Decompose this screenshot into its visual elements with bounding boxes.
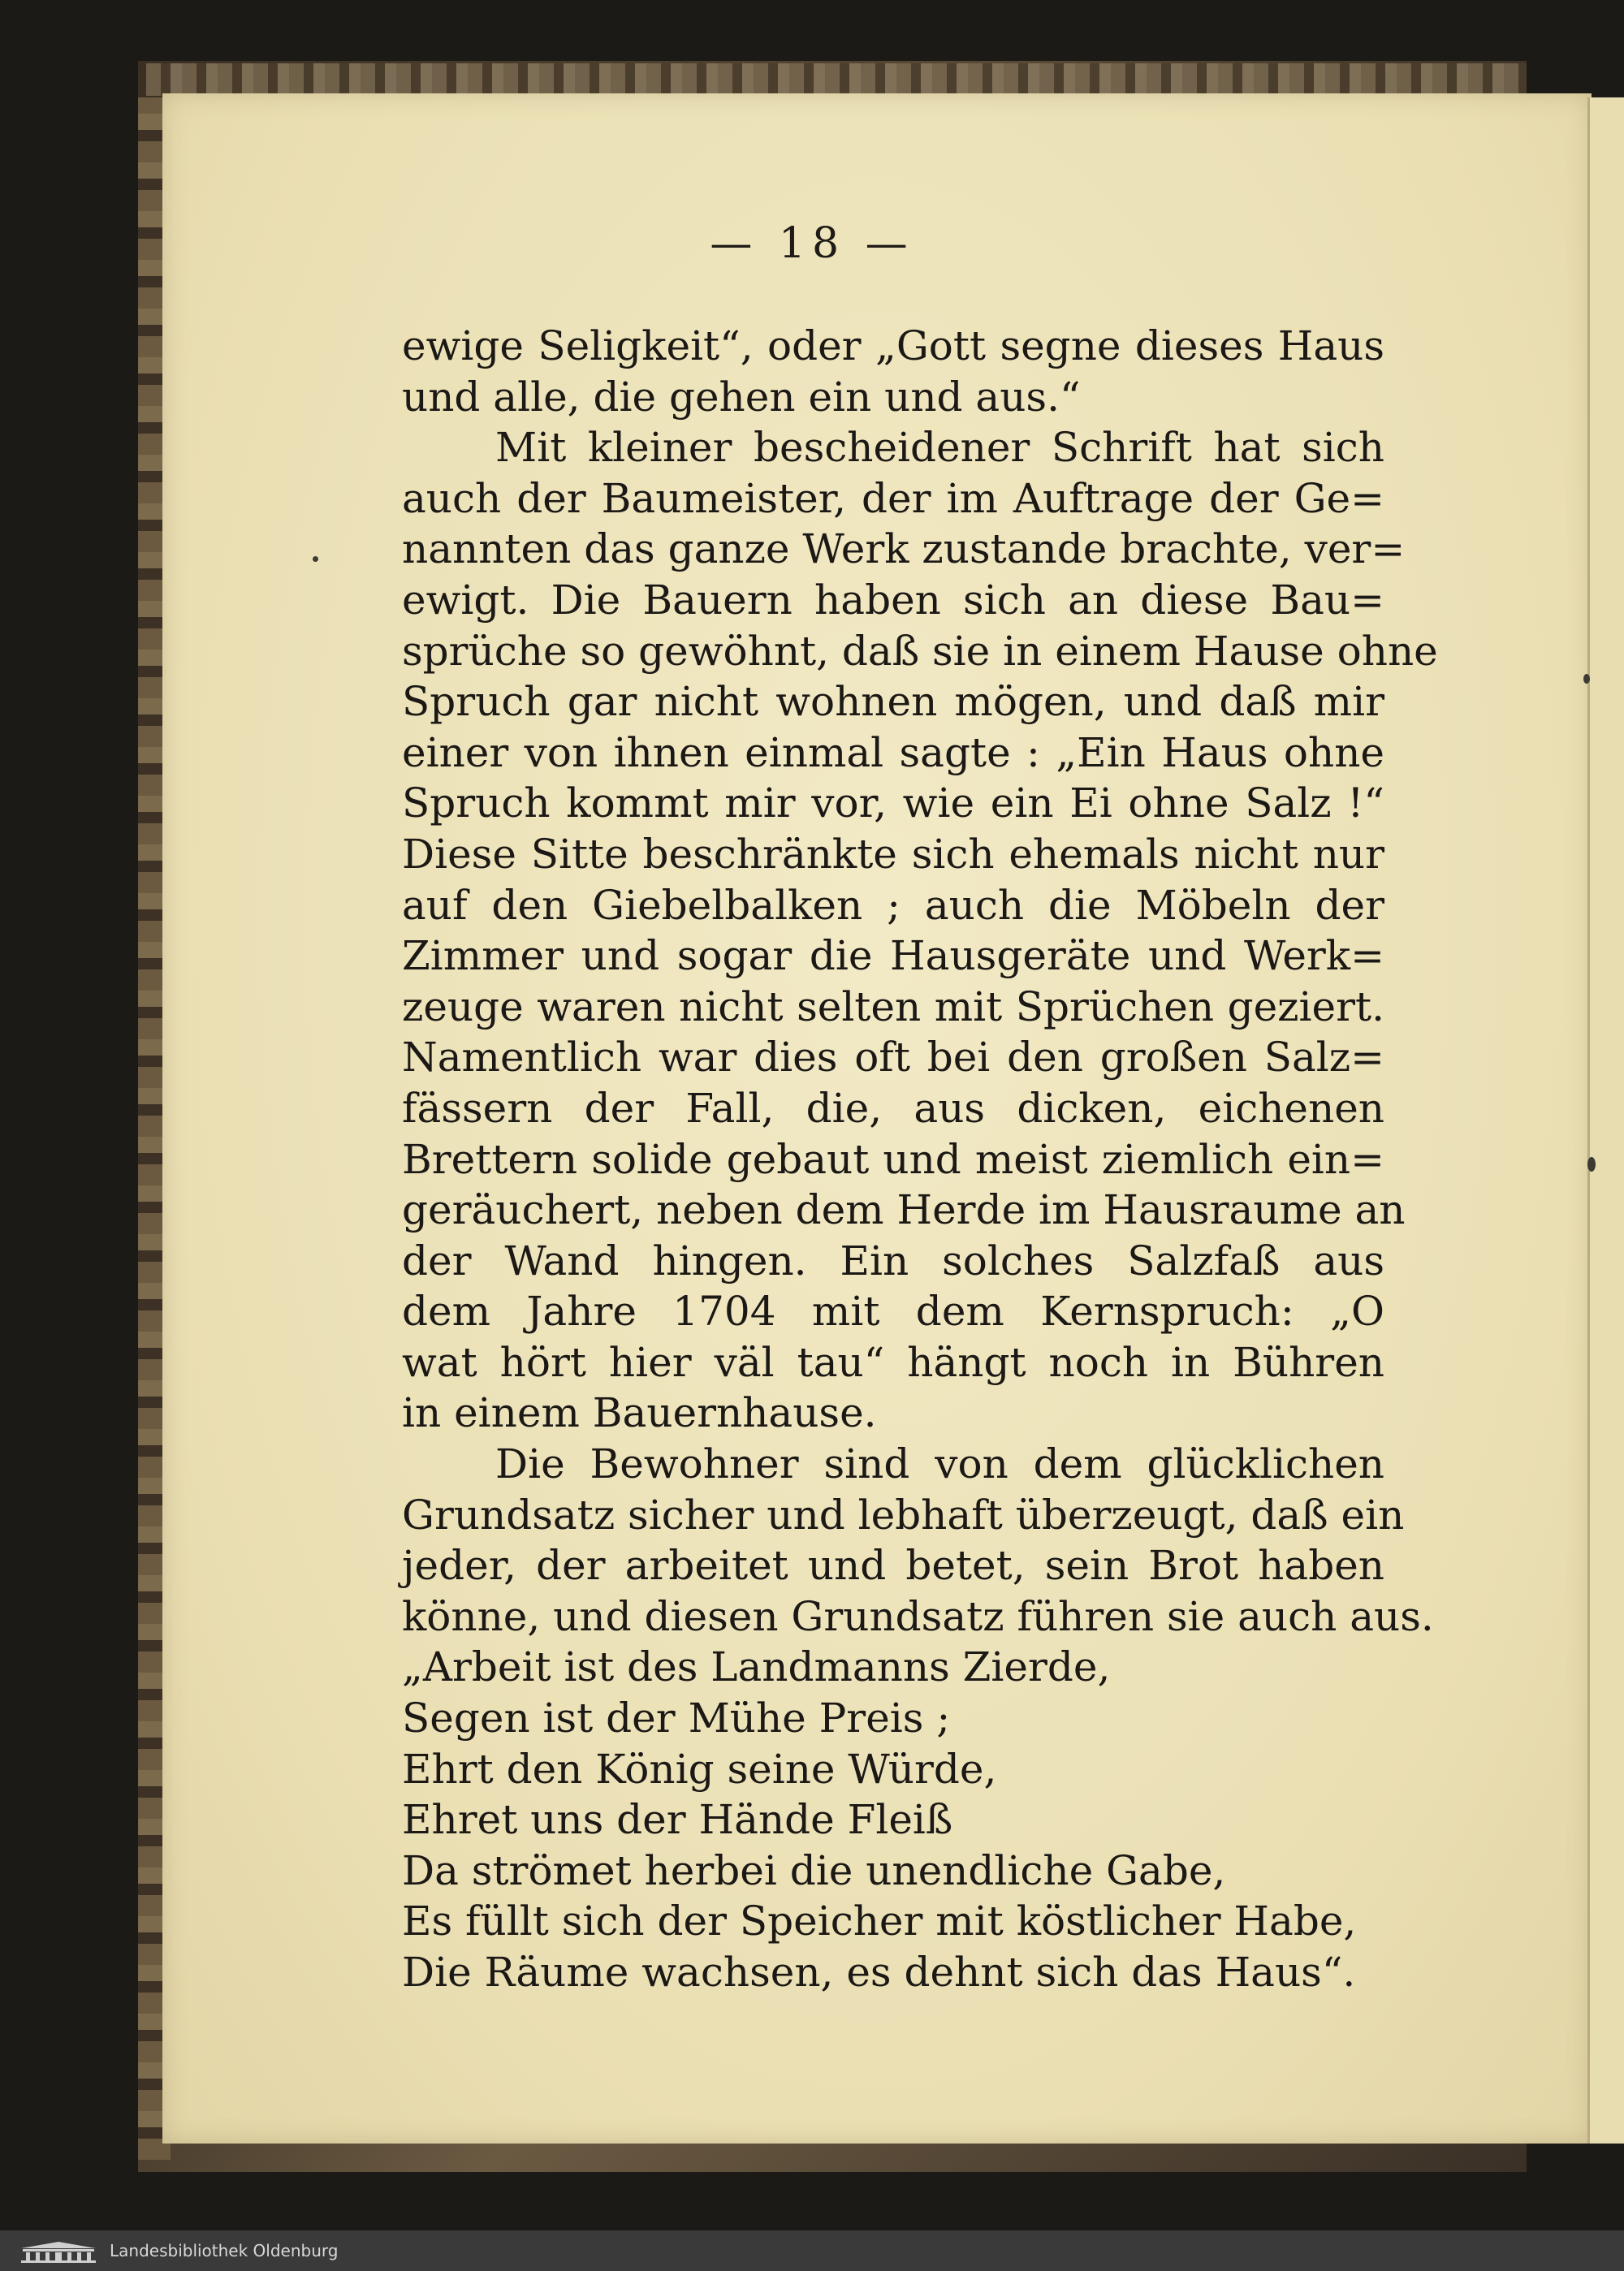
text-line: geräuchert, neben dem Herde im Hausraume an [402, 1186, 1406, 1234]
verse-line: Es füllt sich der Speicher mit köstlicher Habe, [402, 1898, 1357, 1945]
cover-marbled-edge-top [146, 63, 1527, 96]
verse-line: Ehret uns der Hände Fleiß [402, 1796, 953, 1844]
library-footer-bar [0, 2230, 1624, 2271]
text-line: Spruch gar nicht wohnen mögen, und daß mir [402, 678, 1384, 726]
verse-line: Segen ist der Mühe Preis ; [402, 1695, 951, 1742]
text-line: zeuge waren nicht selten mit Sprüchen geziert. [402, 982, 1384, 1030]
text-line: auf den Giebelbalken ; auch die Möbeln der [402, 881, 1384, 929]
text-line: wat hört hier väl tau“ hängt noch in Bühren [402, 1338, 1384, 1386]
text-line: ewige Seligkeit“, oder „Gott segne dieses Haus [402, 322, 1384, 369]
text-line: sprüche so gewöhnt, daß sie in einem Hause ohne [402, 627, 1438, 675]
stray-mark [1587, 1157, 1596, 1172]
text-line: einer von ihnen einmal sagte : „Ein Haus ohne [402, 728, 1384, 776]
text-line: fässern der Fall, die, aus dicken, eichenen [402, 1084, 1384, 1132]
text-line: und alle, die gehen ein und aus.“ [402, 373, 1081, 421]
text-line: Zimmer und sogar die Hausgeräte und Werk= [402, 932, 1384, 980]
text-line: ewigt. Die Bauern haben sich an diese Bau= [402, 576, 1384, 624]
text-line: auch der Baumeister, der im Auftrage der Ge= [402, 474, 1384, 522]
library-building-icon [18, 2240, 99, 2263]
page-number: — 18 — [710, 219, 914, 268]
text-line: jeder, der arbeitet und betet, sein Brot haben [402, 1542, 1384, 1590]
library-name: Landesbibliothek Oldenburg [110, 2241, 339, 2260]
verse-line: „Arbeit ist des Landmanns Zierde, [402, 1643, 1111, 1691]
verse-line: Die Räume wachsen, es dehnt sich das Haus“. [402, 1949, 1356, 1996]
text-line: könne, und diesen Grundsatz führen sie auch aus. [402, 1592, 1434, 1640]
text-line: nannten das ganze Werk zustande brachte, ver= [402, 525, 1406, 573]
text-line: Diese Sitte beschränkte sich ehemals nicht nur [402, 830, 1384, 878]
text-line: Brettern solide gebaut und meist ziemlich ein= [402, 1135, 1384, 1183]
text-line: Namentlich war dies oft bei den großen Salz= [402, 1034, 1384, 1082]
text-line: Grundsatz sicher und lebhaft überzeugt, daß ein [402, 1491, 1405, 1539]
verse-line: Da strömet herbei die unendliche Gabe, [402, 1846, 1226, 1894]
text-line: der Wand hingen. Ein solches Salzfaß aus [402, 1237, 1384, 1284]
body-text [402, 321, 1438, 1998]
text-line: Die Bewohner sind von dem glücklichen [495, 1440, 1384, 1488]
stray-mark [313, 556, 318, 562]
text-line: in einem Bauernhause. [402, 1389, 877, 1437]
verse-line: Ehrt den König seine Würde, [402, 1745, 997, 1793]
text-line: dem Jahre 1704 mit dem Kernspruch: „O [402, 1288, 1384, 1336]
text-line: Spruch kommt mir vor, wie ein Ei ohne Salz !“ [402, 779, 1384, 827]
facing-page-edge [1587, 97, 1624, 2144]
text-line: Mit kleiner bescheidener Schrift hat sich [495, 424, 1384, 472]
stray-mark [1583, 674, 1590, 684]
